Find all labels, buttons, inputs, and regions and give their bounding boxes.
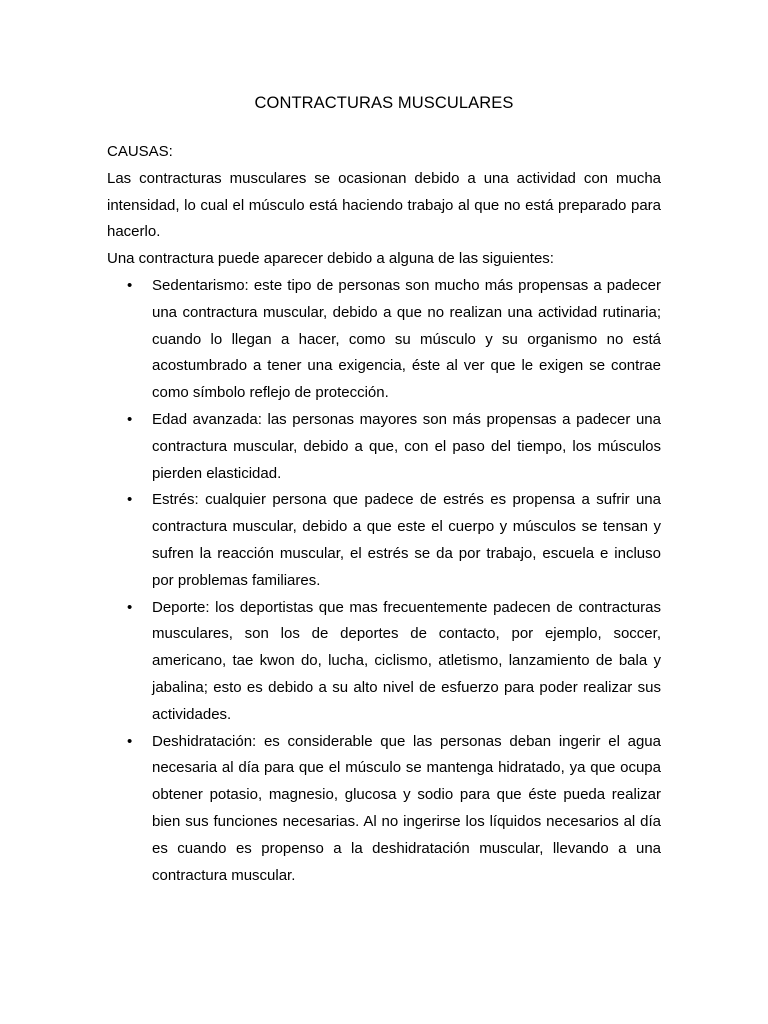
list-item <box>107 273 661 407</box>
bullet-icon: • <box>127 491 133 509</box>
list-item <box>107 595 661 729</box>
list-lead-paragraph: Una contractura puede aparecer debido a alguna de las siguientes: <box>107 250 554 268</box>
bullet-icon: • <box>127 732 133 750</box>
bullet-icon: • <box>127 598 133 616</box>
intro-paragraph: Las contracturas musculares se ocasionan debido a una actividad con mucha intensidad, lo cual el músculo está haciendo trabajo al que no está preparado para hacerlo. <box>107 169 661 241</box>
list-item-text: Estrés: cualquier persona que padece de estrés es propensa a sufrir una contractura muscular, debido a que este el cuerpo y músculos se tensan y sufren la reacción muscular, el estrés se da por trabajo, escuela e incluso por problemas familiares. <box>152 491 661 589</box>
bullet-icon: • <box>127 410 133 428</box>
list-item-text: Sedentarismo: este tipo de personas son mucho más propensas a padecer una contractura muscular, debido a que no realizan una actividad rutinaria; cuando lo llegan a hacer, como su músculo y su organismo no está acostumbrado a tener una exigencia, éste al ver que le exigen se contrae como símbolo reflejo de protección. <box>152 276 661 402</box>
bullet-icon: • <box>127 276 133 294</box>
list-item-text: Deshidratación: es considerable que las personas deban ingerir el agua necesaria al día para que el músculo se mantenga hidratado, ya que ocupa obtener potasio, magnesio, glucosa y sodio para que éste pueda realizar bien sus funciones necesarias. Al no ingerirse los líquidos necesarios al día es cuando es propenso a la deshidratación muscular, llevando a una contractura muscular. <box>152 732 661 884</box>
section-heading: CAUSAS: <box>107 143 173 160</box>
causes-list <box>107 273 661 889</box>
list-item <box>107 407 661 487</box>
list-item <box>107 487 661 594</box>
document-title: CONTRACTURAS MUSCULARES <box>254 94 514 112</box>
list-item <box>107 729 661 890</box>
list-item-text: Deporte: los deportistas que mas frecuentemente padecen de contracturas musculares, son los de deportes de contacto, por ejemplo, soccer, americano, tae kwon do, lucha, ciclismo, atletismo, lanzamiento de bala y jabalina; esto es debido a su alto nivel de esfuerzo para poder realizar sus actividades. <box>152 598 661 723</box>
list-item-text: Edad avanzada: las personas mayores son más propensas a padecer una contractura muscular, debido a que, con el paso del tiempo, los músculos pierden elasticidad. <box>152 410 661 482</box>
document-body <box>107 139 661 889</box>
